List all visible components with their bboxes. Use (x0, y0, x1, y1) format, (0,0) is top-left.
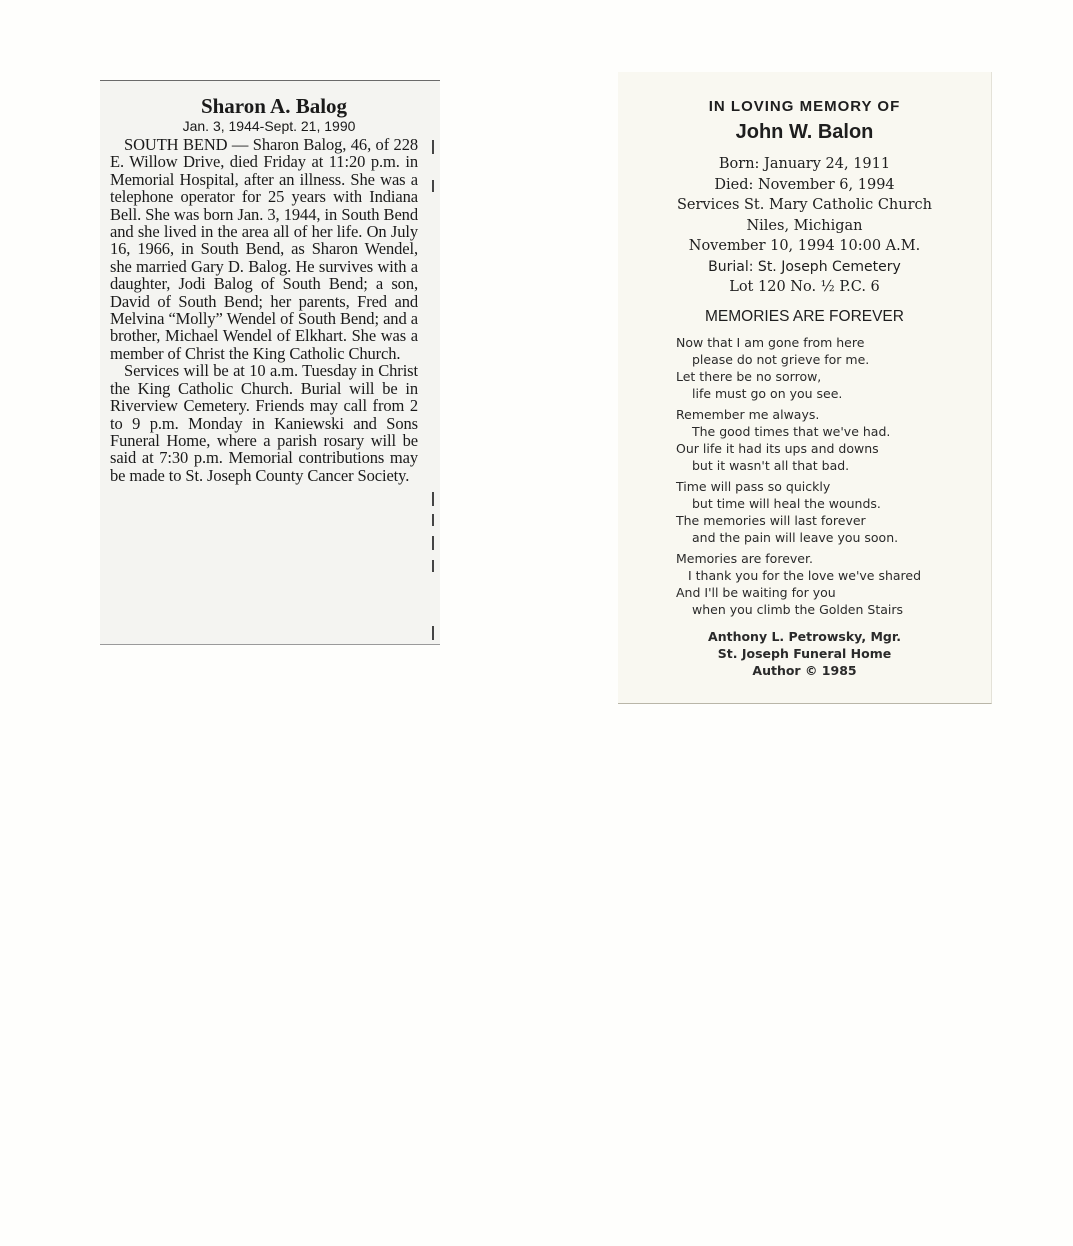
poem-line: Time will pass so quickly (676, 478, 831, 494)
poem-stanza (676, 478, 991, 546)
poem-stanza (676, 550, 991, 618)
memorial-poem (676, 334, 991, 618)
death-date: Died: November 6, 1994 (714, 176, 895, 193)
services-church: Services St. Mary Catholic Church (676, 197, 933, 213)
obituary-clipping (100, 80, 440, 645)
memorial-card (618, 72, 992, 704)
services-location: Niles, Michigan (746, 217, 863, 234)
obituary-paragraph-1: SOUTH BEND — Sharon Balog, 46, of 228 E. Willow Drive, died Friday at 11:20 p.m. in Memorial Hospital, after an illness. She was a telephone operator for 25 years with Indiana Bell. She was born Jan. 3, 1944, in South Bend and she lived in the area all of her life. On July 16, 1966, in South Bend, as Sharon Wendel, she married Gary D. Balog. He survives with a daughter, Jodi Balog of South Bend; a son, David of South Bend; her parents, Fred and Melvina “Molly” Wendel of South Bend; and a brother, Michael Wendel of Elkhart. She was a member of Christ the King Catholic Church. (110, 135, 418, 363)
poem-line: life must go on you see. (692, 385, 843, 401)
poem-stanza (676, 406, 991, 474)
clipping-edge-marks (432, 140, 438, 640)
poem-line: I thank you for the love we've shared (688, 567, 922, 583)
burial-lot: Lot 120 No. ½ P.C. 6 (729, 279, 880, 295)
poem-line: Let there be no sorrow, (676, 368, 822, 384)
card-header: IN LOVING MEMORY OF (708, 98, 901, 115)
poem-line: please do not grieve for me. (692, 351, 870, 367)
poem-stanza (676, 334, 991, 402)
obituary-paragraph-2: Services will be at 10 a.m. Tuesday in Christ the King Catholic Church. Burial will be in Riverview Cemetery. Friends may call from 2 to 9 p.m. Monday in Kaniewski and Sons Funeral Home, where a parish rosary will be said at 7:30 p.m. Memorial contributions may be made to St. Joseph County Cancer Society. (110, 361, 418, 485)
card-author: Author © 1985 (752, 662, 857, 678)
poem-line: The memories will last forever (676, 512, 866, 528)
card-footer (618, 628, 991, 679)
poem-line: Memories are forever. (676, 550, 813, 566)
poem-line: and the pain will leave you soon. (692, 529, 899, 545)
poem-line: Our life it had its ups and downs (676, 440, 879, 456)
obituary-dates: Jan. 3, 1944-Sept. 21, 1990 (182, 118, 356, 134)
deceased-name: John W. Balon (735, 121, 874, 143)
poem-title: MEMORIES ARE FOREVER (705, 307, 904, 325)
funeral-home: St. Joseph Funeral Home (717, 645, 892, 661)
poem-line: but it wasn't all that bad. (692, 457, 850, 473)
poem-line: And I'll be waiting for you (676, 584, 836, 600)
poem-line: but time will heal the wounds. (692, 495, 881, 511)
burial-cemetery: Burial: St. Joseph Cemetery (708, 258, 901, 275)
service-date: November 10, 1994 10:00 A.M. (688, 238, 921, 254)
funeral-manager: Anthony L. Petrowsky, Mgr. (708, 628, 901, 644)
poem-line: Now that I am gone from here (676, 334, 865, 350)
obituary-title: Sharon A. Balog (200, 94, 348, 118)
poem-line: when you climb the Golden Stairs (692, 601, 904, 617)
birth-date: Born: January 24, 1911 (718, 156, 891, 172)
poem-line: Remember me always. (676, 406, 820, 422)
poem-line: The good times that we've had. (692, 423, 891, 439)
